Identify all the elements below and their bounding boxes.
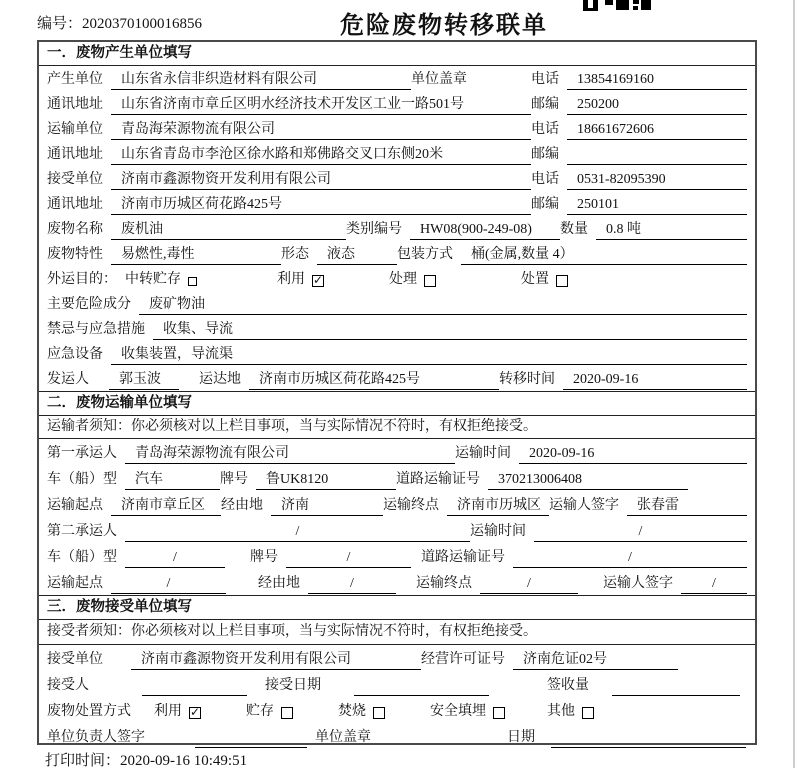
field-label: 发运人 bbox=[47, 372, 89, 387]
field-value: 370213006408 bbox=[488, 469, 688, 490]
spacer bbox=[139, 722, 154, 723]
field-label: 经由地 bbox=[221, 498, 263, 513]
field-value: 收集、导流 bbox=[153, 319, 747, 340]
field-value: / bbox=[286, 547, 411, 568]
form-row bbox=[39, 66, 755, 91]
field-value: 济南 bbox=[271, 495, 383, 516]
field-label: 外运目的： bbox=[47, 272, 117, 287]
spacer bbox=[411, 568, 421, 569]
spacer bbox=[307, 748, 315, 749]
spacer bbox=[293, 722, 338, 723]
field-value: 济南危证02号 bbox=[513, 649, 678, 670]
form-row bbox=[39, 543, 755, 569]
spacer bbox=[247, 696, 265, 697]
field-value: / bbox=[125, 547, 225, 568]
field-label: 单位负责人签字 bbox=[47, 730, 145, 745]
field-label: 运输单位 bbox=[47, 122, 103, 137]
page-edge-divider bbox=[793, 0, 795, 768]
field-label: 第二承运人 bbox=[47, 524, 117, 539]
unchecked-checkbox-icon bbox=[493, 707, 505, 719]
field-label: 经营许可证号 bbox=[421, 652, 505, 667]
checkbox-field bbox=[389, 268, 436, 291]
checkbox-field bbox=[521, 268, 568, 291]
field-value: HW08(900-249-08) bbox=[410, 219, 560, 240]
field-value: 济南市鑫源物资开发利用有限公司 bbox=[131, 649, 421, 670]
checkbox-label: 处置 bbox=[521, 272, 549, 287]
field-value: / bbox=[125, 521, 470, 542]
field-label: 运输时间 bbox=[455, 446, 511, 461]
field-label: 邮编 bbox=[531, 197, 559, 212]
field-label: 经由地 bbox=[258, 576, 300, 591]
checkbox-label: 安全填埋 bbox=[430, 704, 486, 719]
field-label: 数量 bbox=[560, 222, 588, 237]
form-row bbox=[39, 141, 755, 166]
field-label: 日期 bbox=[507, 730, 535, 745]
print-time-label: 打印时间： bbox=[45, 753, 121, 769]
form-row bbox=[39, 366, 755, 391]
form-row bbox=[39, 465, 755, 491]
field-value bbox=[354, 675, 489, 696]
field-label: 第一承运人 bbox=[47, 446, 117, 461]
field-label: 邮编 bbox=[531, 97, 559, 112]
section-title: 三．废物接受单位填写 bbox=[39, 595, 755, 620]
field-value bbox=[142, 675, 247, 696]
field-label: 运达地 bbox=[199, 372, 241, 387]
spacer bbox=[179, 390, 199, 391]
field-label: 通讯地址 bbox=[47, 197, 103, 212]
form-row bbox=[39, 266, 755, 291]
checkbox-label: 利用 bbox=[154, 704, 182, 719]
field-label: 应急设备 bbox=[47, 347, 103, 362]
qr-code-fragment-icon bbox=[583, 0, 651, 12]
form-row bbox=[39, 697, 755, 723]
field-value: 18661672606 bbox=[567, 119, 747, 140]
checkbox-field bbox=[125, 268, 197, 291]
field-label: 废物处置方式 bbox=[47, 704, 131, 719]
spacer bbox=[740, 696, 755, 697]
spacer bbox=[436, 290, 521, 291]
form-row bbox=[39, 569, 755, 595]
field-value: 济南市历城区荷花路425号 bbox=[249, 369, 499, 390]
spacer bbox=[324, 290, 389, 291]
field-label: 签收量 bbox=[547, 678, 589, 693]
form-row bbox=[39, 166, 755, 191]
field-value: 13854169160 bbox=[567, 69, 747, 90]
checkbox-field bbox=[430, 700, 505, 723]
checkbox-label: 焚烧 bbox=[338, 704, 366, 719]
spacer bbox=[489, 696, 547, 697]
field-value: 废机油 bbox=[111, 219, 346, 240]
doc-number-value: 2020370100016856 bbox=[82, 16, 203, 32]
unchecked-checkbox-icon bbox=[373, 707, 385, 719]
field-label: 运输时间 bbox=[470, 524, 526, 539]
field-label: 牌号 bbox=[250, 550, 278, 565]
spacer bbox=[475, 90, 531, 91]
unchecked-checkbox-icon bbox=[424, 275, 436, 287]
form-row bbox=[39, 91, 755, 116]
field-value: 济南市鑫源物资开发利用有限公司 bbox=[111, 169, 531, 190]
spacer bbox=[197, 290, 277, 291]
field-label: 接受单位 bbox=[47, 172, 103, 187]
checkbox-label: 利用 bbox=[277, 272, 305, 287]
unchecked-checkbox-icon bbox=[281, 707, 293, 719]
checked-checkbox-icon bbox=[312, 275, 324, 287]
field-value: 青岛海荣源物流有限公司 bbox=[125, 443, 455, 464]
form-row bbox=[39, 671, 755, 697]
spacer bbox=[226, 594, 258, 595]
field-label: 邮编 bbox=[531, 147, 559, 162]
field-label: 运输人签字 bbox=[549, 498, 619, 513]
spacer bbox=[379, 748, 507, 749]
field-label: 电话 bbox=[531, 72, 559, 87]
field-value: / bbox=[681, 573, 747, 594]
field-label: 形态 bbox=[281, 247, 309, 262]
checkbox-field bbox=[547, 700, 594, 723]
field-label: 运输终点 bbox=[383, 498, 439, 513]
field-label: 产生单位 bbox=[47, 72, 103, 87]
spacer bbox=[396, 594, 416, 595]
field-label: 包装方式 bbox=[397, 247, 453, 262]
notice-row bbox=[39, 620, 755, 645]
field-value: 易燃性,毒性 bbox=[111, 244, 281, 265]
field-value: / bbox=[480, 573, 578, 594]
field-value bbox=[567, 144, 747, 165]
spacer bbox=[201, 722, 246, 723]
field-label: 运输人签字 bbox=[603, 576, 673, 591]
field-label: 通讯地址 bbox=[47, 97, 103, 112]
form-row bbox=[39, 723, 755, 749]
field-label: 单位盖章 bbox=[411, 72, 467, 87]
form-row bbox=[39, 116, 755, 141]
section-title: 一．废物产生单位填写 bbox=[39, 42, 755, 66]
section-title: 二．废物运输单位填写 bbox=[39, 391, 755, 416]
field-value: 鲁UK8120 bbox=[256, 469, 396, 490]
field-label: 车（船）型 bbox=[47, 472, 117, 487]
form-row bbox=[39, 291, 755, 316]
spacer bbox=[385, 722, 430, 723]
field-value: / bbox=[534, 521, 747, 542]
field-label: 接受人 bbox=[47, 678, 89, 693]
field-label: 运输终点 bbox=[416, 576, 472, 591]
checkbox-field bbox=[277, 268, 324, 291]
spacer bbox=[678, 670, 747, 671]
spacer bbox=[543, 748, 551, 749]
spacer bbox=[597, 696, 612, 697]
field-value: 山东省永信非织造材料有限公司 bbox=[111, 69, 411, 90]
field-value: 0.8 吨 bbox=[596, 219, 747, 240]
field-value: 济南市章丘区 bbox=[111, 495, 221, 516]
field-label: 道路运输证号 bbox=[421, 550, 505, 565]
field-value: 张春雷 bbox=[627, 495, 747, 516]
field-value: 青岛海荣源物流有限公司 bbox=[111, 119, 531, 140]
checkbox-label: 贮存 bbox=[246, 704, 274, 719]
transfer-manifest-form bbox=[37, 40, 757, 745]
form-row bbox=[39, 241, 755, 266]
form-row bbox=[39, 517, 755, 543]
field-value: 山东省青岛市李沧区徐水路和郑佛路交叉口东侧20米 bbox=[111, 144, 531, 165]
field-value: 济南市历城区荷花路425号 bbox=[111, 194, 531, 215]
spacer bbox=[746, 748, 755, 749]
title-bar bbox=[0, 5, 796, 40]
field-label: 废物名称 bbox=[47, 222, 103, 237]
spacer bbox=[578, 594, 603, 595]
checkbox-field bbox=[154, 700, 201, 723]
unchecked-checkbox-icon bbox=[556, 275, 568, 287]
field-value: 2020-09-16 bbox=[519, 443, 747, 464]
spacer bbox=[111, 670, 131, 671]
notice-text: 运输者须知：你必须核对以上栏目事项，当与实际情况不符时，有权拒绝接受。 bbox=[47, 419, 537, 434]
form-section bbox=[39, 391, 755, 595]
field-value: 济南市历城区 bbox=[447, 495, 549, 516]
field-value: 山东省济南市章丘区明水经济技术开发区工业一路501号 bbox=[111, 94, 531, 115]
form-section bbox=[39, 595, 755, 749]
checkbox-label: 中转贮存 bbox=[125, 272, 181, 287]
spacer bbox=[97, 696, 142, 697]
field-value: / bbox=[308, 573, 396, 594]
field-label: 电话 bbox=[531, 122, 559, 137]
field-label: 类别编号 bbox=[346, 222, 402, 237]
page-title: 危险废物转移联单 bbox=[340, 13, 548, 39]
field-label: 接受日期 bbox=[265, 678, 321, 693]
field-label: 运输起点 bbox=[47, 498, 103, 513]
form-row bbox=[39, 645, 755, 671]
spacer bbox=[568, 290, 747, 291]
checkbox-label: 处理 bbox=[389, 272, 417, 287]
notice-row bbox=[39, 416, 755, 439]
spacer bbox=[97, 390, 109, 391]
field-value: 250200 bbox=[567, 94, 747, 115]
field-label: 道路运输证号 bbox=[396, 472, 480, 487]
field-value: 0531-82095390 bbox=[567, 169, 747, 190]
field-label: 单位盖章 bbox=[315, 730, 371, 745]
field-value bbox=[195, 727, 307, 748]
field-label: 牌号 bbox=[220, 472, 248, 487]
field-label: 电话 bbox=[531, 172, 559, 187]
doc-number-label: 编号： bbox=[37, 16, 83, 32]
field-label: 禁忌与应急措施 bbox=[47, 322, 145, 337]
field-value bbox=[551, 727, 746, 748]
unchecked-checkbox-icon bbox=[582, 707, 594, 719]
checkbox-field bbox=[338, 700, 385, 723]
field-label: 通讯地址 bbox=[47, 147, 103, 162]
spacer bbox=[688, 490, 747, 491]
form-row bbox=[39, 491, 755, 517]
notice-text: 接受者须知：你必须核对以上栏目事项，当与实际情况不符时，有权拒绝接受。 bbox=[47, 624, 537, 639]
field-value: 郭玉波 bbox=[109, 369, 179, 390]
field-value: / bbox=[513, 547, 747, 568]
field-label: 转移时间 bbox=[499, 372, 555, 387]
checkbox-field bbox=[246, 700, 293, 723]
field-value: 液态 bbox=[317, 244, 397, 265]
field-label: 主要危险成分 bbox=[47, 297, 131, 312]
field-value: 收集装置，导流渠 bbox=[111, 344, 747, 365]
field-value: 桶(金属,数量 4） bbox=[461, 244, 747, 265]
field-value: / bbox=[111, 573, 226, 594]
field-label: 车（船）型 bbox=[47, 550, 117, 565]
field-label: 废物特性 bbox=[47, 247, 103, 262]
form-row bbox=[39, 216, 755, 241]
form-row bbox=[39, 341, 755, 366]
spacer bbox=[505, 722, 547, 723]
checkbox-label: 其他 bbox=[547, 704, 575, 719]
spacer bbox=[225, 568, 250, 569]
print-time-value: 2020-09-16 10:49:51 bbox=[120, 753, 248, 769]
field-label: 运输起点 bbox=[47, 576, 103, 591]
print-time bbox=[45, 749, 247, 770]
field-value bbox=[612, 675, 740, 696]
field-value: 2020-09-16 bbox=[563, 369, 747, 390]
field-value: 汽车 bbox=[125, 469, 220, 490]
checked-checkbox-icon bbox=[189, 707, 201, 719]
field-value: 250101 bbox=[567, 194, 747, 215]
spacer bbox=[329, 696, 354, 697]
form-row bbox=[39, 191, 755, 216]
form-row bbox=[39, 316, 755, 341]
form-section bbox=[39, 42, 755, 391]
unchecked-checkbox-icon bbox=[188, 277, 197, 286]
field-label: 接受单位 bbox=[47, 652, 103, 667]
field-value: 废矿物油 bbox=[139, 294, 747, 315]
spacer bbox=[594, 722, 747, 723]
form-row bbox=[39, 439, 755, 465]
